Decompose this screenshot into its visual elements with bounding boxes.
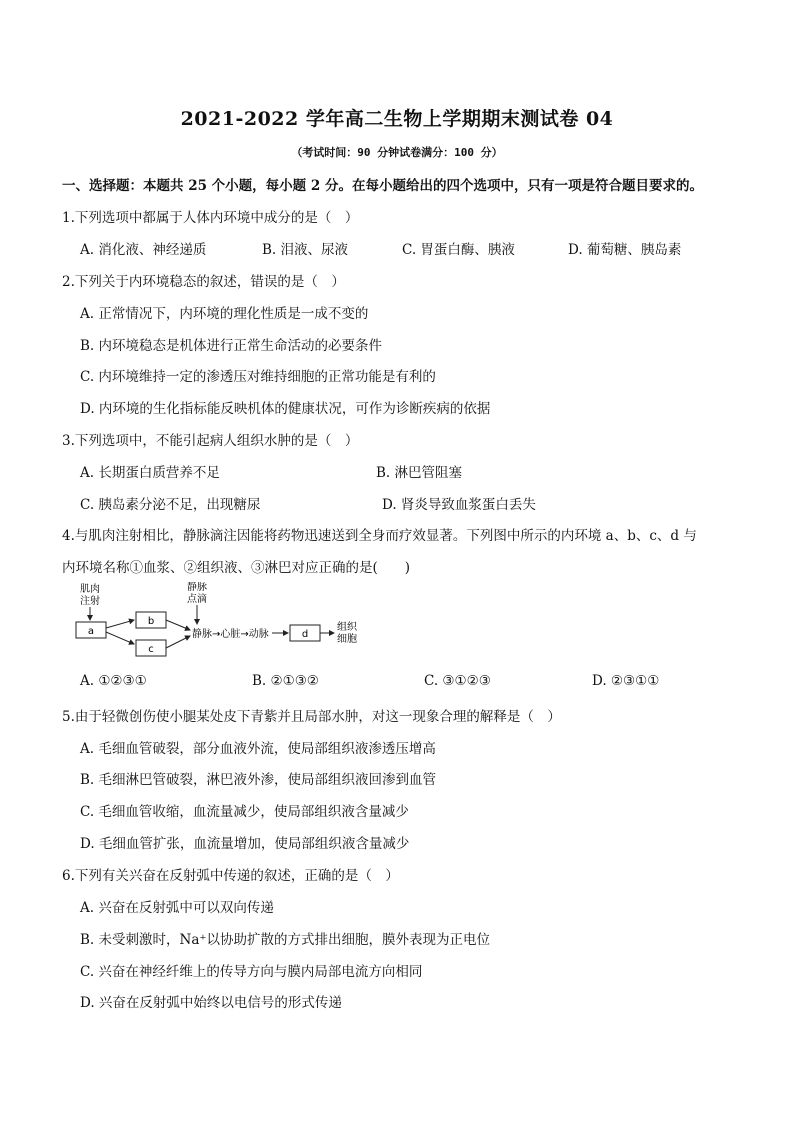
question-1-option-a: A. 消化液、神经递质 — [80, 242, 207, 258]
page-title: 2021-2022 学年高二生物上学期期末测试卷 04 — [180, 108, 614, 130]
question-5-option-d: D. 毛细血管扩张，血流量增加，使局部组织液含量减少 — [80, 836, 410, 852]
muscle-label-line2: 注射 — [80, 596, 100, 607]
question-2-stem: 2.下列关于内环境稳态的叙述，错误的是（ ） — [62, 274, 345, 290]
question-2-option-d: D. 内环境的生化指标能反映机体的健康状况，可作为诊断疾病的依据 — [80, 401, 491, 417]
question-5-option-a: A. 毛细血管破裂，部分血液外流，使局部组织液渗透压增高 — [80, 741, 436, 757]
arrow-a-b — [106, 620, 134, 628]
arrow-b-vein — [166, 620, 190, 630]
box-b-label: b — [147, 616, 155, 627]
question-3-stem: 3.下列选项中，不能引起病人组织水肿的是（ ） — [62, 433, 359, 449]
question-6-option-a: A. 兴奋在反射弧中可以双向传递 — [80, 900, 274, 916]
box-d-label: d — [301, 629, 309, 640]
question-3-option-d: D. 肾炎导致血浆蛋白丢失 — [382, 497, 536, 513]
question-2-option-c: C. 内环境维持一定的渗透压对维持细胞的正常功能是有利的 — [80, 369, 436, 385]
muscle-label-line1: 肌肉 — [80, 584, 100, 595]
question-6-option-b: B. 未受刺激时，Na⁺以协助扩散的方式排出细胞，膜外表现为正电位 — [80, 932, 490, 948]
question-4-option-b: B. ②①③② — [252, 673, 319, 689]
arrow-c-vein — [166, 636, 190, 648]
body-fluid-diagram — [72, 582, 372, 662]
question-1-option-b: B. 泪液、尿液 — [262, 242, 349, 258]
box-a-label: a — [87, 626, 95, 637]
question-4-option-a: A. ①②③① — [80, 673, 147, 689]
tissue-label-line2: 细胞 — [337, 634, 357, 645]
question-2-option-b: B. 内环境稳态是机体进行正常生命活动的必要条件 — [80, 338, 383, 354]
iv-label-line2: 点滴 — [187, 594, 207, 605]
question-1-option-d: D. 葡萄糖、胰岛素 — [568, 242, 682, 258]
question-2-option-a: A. 正常情况下，内环境的理化性质是一成不变的 — [80, 306, 369, 322]
question-6-stem: 6.下列有关兴奋在反射弧中传递的叙述，正确的是（ ） — [62, 868, 399, 884]
question-1-stem: 1.下列选项中都属于人体内环境中成分的是（ ） — [62, 210, 359, 226]
question-3-option-b: B. 淋巴管阻塞 — [376, 465, 463, 481]
question-4-stem-line-2: 内环境名称①血浆、②组织液、③淋巴对应正确的是( ) — [62, 560, 411, 576]
question-4-option-d: D. ②③①① — [592, 673, 660, 689]
question-6-option-d: D. 兴奋在反射弧中始终以电信号的形式传递 — [80, 995, 342, 1011]
question-5-option-b: B. 毛细淋巴管破裂，淋巴液外渗，使局部组织液回渗到血管 — [80, 772, 437, 788]
question-5-stem: 5.由于轻微创伤使小腿某处皮下青紫并且局部水肿，对这一现象合理的解释是（ ） — [62, 709, 561, 725]
question-1-option-c: C. 胃蛋白酶、胰液 — [402, 242, 515, 258]
box-c-label: c — [148, 644, 154, 655]
question-4-option-c: C. ③①②③ — [424, 673, 491, 689]
iv-label-line1: 静脉 — [187, 582, 207, 593]
question-3-option-c: C. 胰岛素分泌不足，出现糖尿 — [80, 497, 261, 513]
section-heading: 一、选择题：本题共 25 个小题，每小题 2 分。在每小题给出的四个选项中，只有一项是符合题目要求的。 — [62, 178, 703, 194]
exam-info: （考试时间：90 分钟试卷满分：100 分） — [291, 146, 503, 159]
arrow-a-c — [106, 632, 134, 644]
circulation-chain: 静脉→心脏→动脉 — [192, 629, 269, 640]
tissue-label-line1: 组织 — [337, 622, 357, 633]
question-5-option-c: C. 毛细血管收缩，血流量减少，使局部组织液含量减少 — [80, 804, 409, 820]
question-6-option-c: C. 兴奋在神经纤维上的传导方向与膜内局部电流方向相同 — [80, 964, 423, 980]
question-4-stem-line-1: 4.与肌肉注射相比，静脉滴注因能将药物迅速送到全身而疗效显著。下列图中所示的内环境 a、b、c、d 与 — [62, 528, 697, 544]
question-3-option-a: A. 长期蛋白质营养不足 — [80, 465, 220, 481]
